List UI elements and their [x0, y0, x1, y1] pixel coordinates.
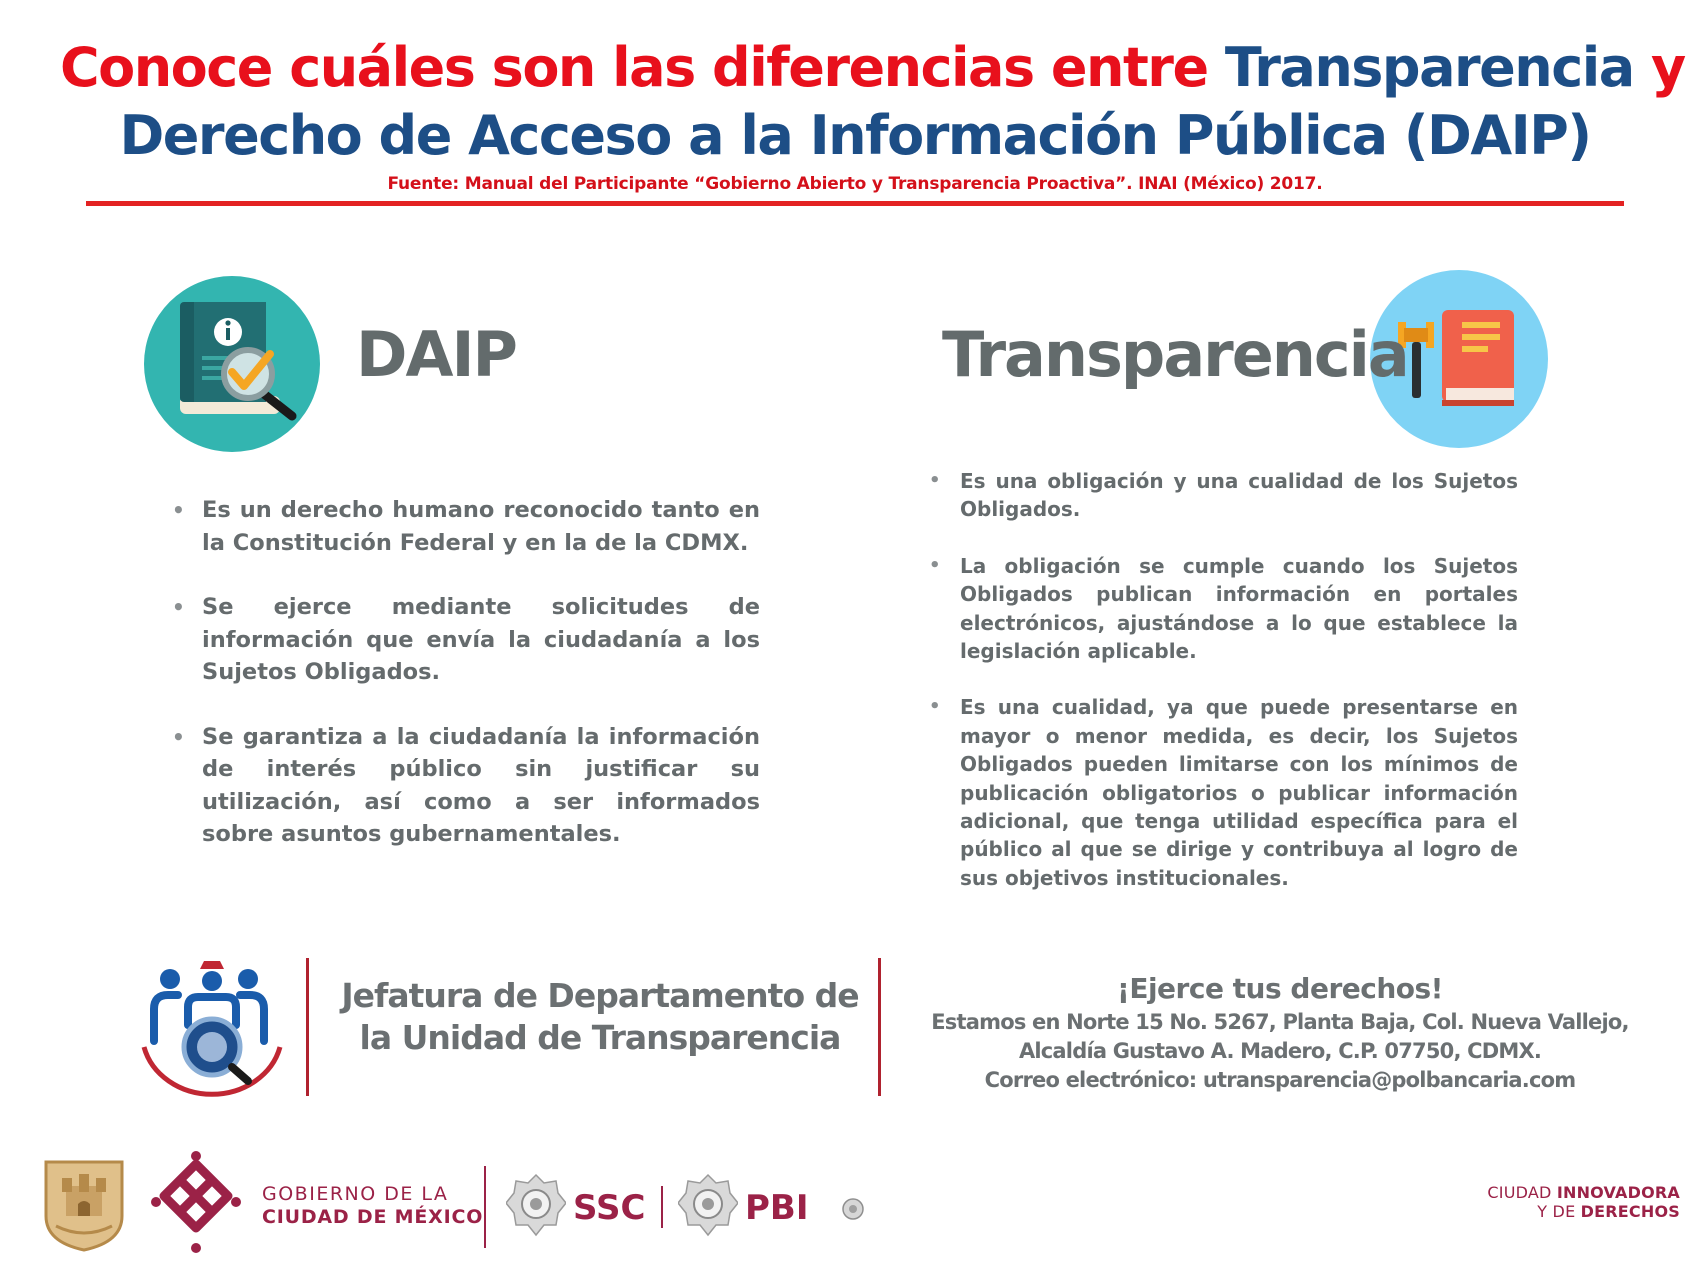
pbi-badge-icon — [678, 1173, 738, 1237]
title-blue-part: Transparencia — [1224, 36, 1634, 99]
book-magnifier-icon — [144, 276, 320, 452]
gob-line-1: GOBIERNO DE LA — [262, 1183, 449, 1205]
ciudad-prefix: CIUDAD — [1487, 1183, 1557, 1202]
daip-heading: DAIP — [356, 318, 516, 391]
transparencia-bullet-list — [960, 467, 1518, 920]
list-item: • Es una obligación y una cualidad de los Sujetos Obligados. — [960, 467, 1518, 524]
title-red-end: y — [1633, 36, 1685, 99]
ssc-badge-icon — [506, 1173, 566, 1237]
unit-name-line-2: la Unidad de Transparencia — [359, 1018, 841, 1057]
unit-name-line-1: Jefatura de Departamento de — [341, 976, 859, 1015]
contact-address-2: Alcaldía Gustavo A. Madero, C.P. 07750, CDMX. — [1018, 1039, 1542, 1063]
list-item: • La obligación se cumple cuando los Sujetos Obligados publican información en portales electrónicos, ajustándose a lo que establece la legislación aplicable. — [960, 552, 1518, 666]
footer-divider-1 — [306, 958, 309, 1096]
gobierno-cdmx-logo-text — [262, 1183, 483, 1229]
gob-line-2: CIUDAD DE MÉXICO — [262, 1206, 484, 1228]
ssc-logo-text: SSC — [573, 1188, 646, 1228]
people-magnifier-icon — [136, 955, 288, 1105]
daip-bullet-list — [202, 494, 760, 883]
ciudad-line-2 — [1450, 1202, 1680, 1221]
ciudad-line2-prefix: Y DE — [1537, 1202, 1581, 1221]
ciudad-line-1 — [1450, 1183, 1680, 1202]
footer-divider-2 — [878, 958, 881, 1096]
ciudad-line2-bold: DERECHOS — [1580, 1202, 1680, 1221]
title-block — [60, 34, 1685, 194]
small-seal-icon — [842, 1198, 864, 1220]
list-item: • Se garantiza a la ciudadanía la información de interés público sin justificar su utilización, así como a ser informados sobre asuntos gubernamentales. — [202, 721, 760, 851]
ciudad-bold: INNOVADORA — [1556, 1183, 1680, 1202]
transparencia-heading: Transparencia — [942, 318, 1408, 391]
cdmx-shield-icon — [44, 1160, 124, 1252]
list-item: • Se ejerce mediante solicitudes de información que envía la ciudadanía a los Sujetos Obligados. — [202, 591, 760, 689]
header-divider — [86, 201, 1624, 206]
ciudad-innovadora-logo-text — [1450, 1183, 1680, 1221]
pbi-logo-text: PBI — [745, 1188, 809, 1228]
contact-block — [890, 970, 1670, 1095]
title-red-part: Conoce cuáles son las diferencias entre — [60, 36, 1225, 99]
page-title-line-1 — [60, 34, 1685, 102]
page-title-line-2: Derecho de Acceso a la Información Pública (DAIP) — [119, 104, 1591, 167]
contact-email[interactable]: Correo electrónico: utransparencia@polbancaria.com — [984, 1068, 1576, 1092]
list-item: • Es una cualidad, ya que puede presentarse en mayor o menor medida, es decir, los Sujetos Obligados pueden limitarse con los mínimos de publicación obligatorios o publicar información adicional, que tenga utilidad específica para el público al que se dirige y contribuya al logro de sus objetivos institucionales. — [960, 693, 1518, 892]
list-item: • Es un derecho humano reconocido tanto en la Constitución Federal y en la de la CDMX. — [202, 494, 760, 559]
source-citation: Fuente: Manual del Participante “Gobierno Abierto y Transparencia Proactiva”. INAI (México) 2017. — [387, 174, 1323, 194]
contact-address-1: Estamos en Norte 15 No. 5267, Planta Baja, Col. Nueva Vallejo, — [931, 1010, 1629, 1034]
unit-name — [320, 975, 880, 1059]
cdmx-knot-icon — [150, 1150, 242, 1256]
contact-title: ¡Ejerce tus derechos! — [1117, 972, 1443, 1005]
logo-divider-2 — [661, 1186, 663, 1228]
logo-divider-1 — [484, 1166, 486, 1248]
